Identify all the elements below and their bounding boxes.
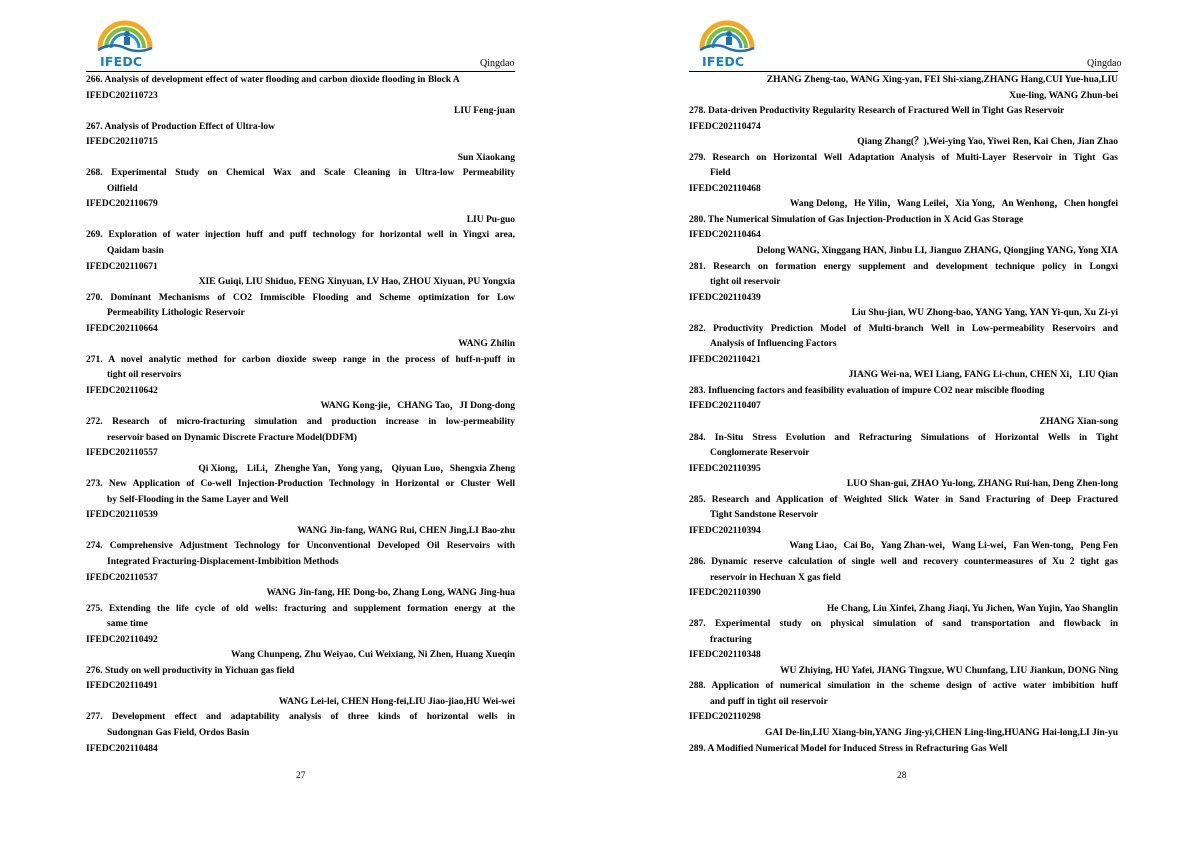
entry-title-continued: tight oil reservoir xyxy=(710,277,781,288)
entry-title: 286. Dynamic reserve calculation of single well and recovery countermeasures of Xu 2 tight gas xyxy=(689,556,1118,567)
entry-title: 267. Analysis of Production Effect of Ultra-low xyxy=(86,121,276,132)
entry-title: 269. Exploration of water injection huff and puff technology for horizontal well in Yingxi area, xyxy=(86,230,515,241)
entry-title-continued: Sudongnan Gas Field, Ordos Basin xyxy=(107,727,250,738)
entry-authors: Xue-ling, WANG Zhun-bei xyxy=(1009,90,1118,101)
entry-id: IFEDC202110723 xyxy=(86,90,158,101)
entry-authors: JIANG Wei-na, WEI Liang, FANG Li-chun, CHEN Xi，LIU Qian xyxy=(848,370,1118,381)
entry-authors: ZHANG Zheng-tao, WANG Xing-yan, FEI Shi-xiang,ZHANG Hang,CUI Yue-hua,LIU xyxy=(766,75,1118,85)
entry-authors: Wang Delong，He Yilin，Wang Leilei，Xia Yong，An Wenhong，Chen hongfei xyxy=(789,199,1118,210)
header-city: Qingdao xyxy=(1087,58,1122,69)
entry-id: IFEDC202110539 xyxy=(86,510,158,521)
entry-title-continued: and puff in tight oil reservoir xyxy=(710,696,828,707)
entry-authors: LIU Feng-juan xyxy=(454,106,515,117)
entry-id: IFEDC202110642 xyxy=(86,385,158,396)
entry-title: 279. Research on Horizontal Well Adaptation Analysis of Multi-Layer Reservoir in Tight Gas xyxy=(689,152,1118,163)
ifedc-logo xyxy=(92,18,158,70)
entry-id: IFEDC202110474 xyxy=(689,121,761,132)
entry-title-continued: Tight Sandstone Reservoir xyxy=(710,510,819,521)
entry-title-continued: by Self-Flooding in the Same Layer and Well xyxy=(107,494,289,505)
entry-title-continued: Qaidam basin xyxy=(107,246,164,257)
entry-title: 283. Influencing factors and feasibility evaluation of impure CO2 near miscible flooding xyxy=(689,385,1045,396)
entry-title-continued: tight oil reservoirs xyxy=(107,370,182,381)
entry-title: 275. Extending the life cycle of old wells: fracturing and supplement formation energy at the xyxy=(86,603,515,614)
entry-authors: GAI De-lin,LIU Xiang-bin,YANG Jing-yi,CHEN Ling-ling,HUANG Hai-long,LI Jin-yu xyxy=(764,727,1118,738)
entry-authors: WANG Kong-jie，CHANG Tao，JI Dong-dong xyxy=(320,401,515,412)
entry-authors: WANG Jin-fang, WANG Rui, CHEN Jing,LI Bao-zhu xyxy=(297,525,515,536)
entry-authors: Qi Xiong， LiLi，Zhenghe Yan，Yong yang， Qiyuan Luo，Shengxia Zheng xyxy=(198,463,515,474)
entry-authors: Wang Chunpeng, Zhu Weiyao, Cui Weixiang, Ni Zhen, Huang Xueqin xyxy=(231,650,515,661)
entry-id: IFEDC202110395 xyxy=(689,463,761,474)
logo-emblem-icon xyxy=(92,18,158,58)
entry-id: IFEDC202110557 xyxy=(86,448,158,459)
entry-authors: Sun Xiaokang xyxy=(457,152,515,163)
entry-title-continued: same time xyxy=(107,619,148,630)
entry-title: 284. In-Situ Stress Evolution and Refracturing Simulations of Horizontal Wells in Tight xyxy=(689,432,1118,443)
entry-title: 274. Comprehensive Adjustment Technology for Unconventional Developed Oil Reservoirs with xyxy=(86,541,515,552)
entry-id: IFEDC202110421 xyxy=(689,354,761,365)
entry-id: IFEDC202110484 xyxy=(86,743,158,754)
entry-title-continued: fracturing xyxy=(710,634,752,645)
logo-text: IFEDC xyxy=(702,54,745,69)
entry-id: IFEDC202110679 xyxy=(86,199,158,210)
entry-authors: WANG Zhilin xyxy=(458,339,515,350)
entry-authors: He Chang, Liu Xinfei, Zhang Jiaqi, Yu Jichen, Wan Yujin, Yao Shanglin xyxy=(826,603,1118,614)
entry-authors: WU Zhiying, HU Yafei, JIANG Tingxue, WU Chunfang, LIU Jiankun, DONG Ning xyxy=(779,665,1118,676)
page-number: 27 xyxy=(296,771,306,781)
entry-id: IFEDC202110468 xyxy=(689,183,761,194)
entry-authors: Wang Liao，Cai Bo，Yang Zhan-wei，Wang Li-wei，Fan Wen-tong，Peng Fen xyxy=(789,541,1118,552)
left-page xyxy=(0,0,595,842)
entry-title: 289. A Modified Numerical Model for Induced Stress in Refracturing Gas Well xyxy=(689,743,1008,754)
entry-title-continued: reservoir in Hechuan X gas field xyxy=(710,572,841,583)
entry-id: IFEDC202110491 xyxy=(86,681,158,692)
logo-text: IFEDC xyxy=(100,54,143,69)
entry-title: 266. Analysis of development effect of water flooding and carbon dioxide flooding in Block A xyxy=(86,75,460,85)
entry-authors: WANG Jin-fang, HE Dong-bo, Zhang Long, WANG Jing-hua xyxy=(266,588,515,599)
logo-emblem-icon xyxy=(694,18,760,58)
entry-title: 271. A novel analytic method for carbon dioxide sweep range in the process of huff-n-puff in xyxy=(86,354,515,365)
entry-id: IFEDC202110439 xyxy=(689,292,761,303)
entry-id: IFEDC202110407 xyxy=(689,401,761,412)
entry-title: 268. Experimental Study on Chemical Wax and Scale Cleaning in Ultra-low Permeability xyxy=(86,168,515,179)
entry-title: 276. Study on well productivity in Yichuan gas field xyxy=(86,665,295,676)
entry-id: IFEDC202110390 xyxy=(689,588,761,599)
page-number: 28 xyxy=(897,771,907,781)
entry-id: IFEDC202110671 xyxy=(86,261,158,272)
entry-title: 281. Research on formation energy supplement and development technique policy in Longxi xyxy=(689,261,1118,272)
entry-authors: LUO Shan-gui, ZHAO Yu-long, ZHANG Rui-han, Deng Zhen-long xyxy=(846,479,1118,490)
entry-title: 287. Experimental study on physical simulation of sand transportation and flowback in xyxy=(689,619,1118,630)
header-rule xyxy=(86,71,515,72)
entry-id: IFEDC202110664 xyxy=(86,323,158,334)
entry-authors: Liu Shu-jian, WU Zhong-bao, YANG Yang, YAN Yi-qun, Xu Zi-yi xyxy=(851,308,1118,319)
right-entries xyxy=(689,73,1118,757)
entry-title: 273. New Application of Co-well Injection-Production Technology in Horizontal or Cluster Well xyxy=(86,479,515,490)
entry-title: 285. Research and Application of Weighted Slick Water in Sand Fracturing of Deep Fractured xyxy=(689,494,1118,505)
entry-authors: ZHANG Xian-song xyxy=(1039,417,1118,428)
entry-authors: Qiang Zhang(？),Wei-ying Yao, Yiwei Ren, Kai Chen, Jian Zhao xyxy=(857,137,1118,148)
entry-id: IFEDC202110492 xyxy=(86,634,158,645)
header-rule xyxy=(689,71,1118,72)
entry-title-continued: Permeability Lithologic Reservoir xyxy=(107,308,245,319)
entry-title-continued: reservoir based on Dynamic Discrete Fracture Model(DDFM) xyxy=(107,432,357,443)
entry-id: IFEDC202110298 xyxy=(689,712,761,723)
entry-id: IFEDC202110537 xyxy=(86,572,158,583)
entry-title-continued: Conglomerate Reservoir xyxy=(710,448,810,459)
header-city: Qingdao xyxy=(480,58,515,69)
entry-title: 282. Productivity Prediction Model of Multi-branch Well in Low-permeability Reservoirs and xyxy=(689,323,1118,334)
entry-title: 280. The Numerical Simulation of Gas Injection-Production in X Acid Gas Storage xyxy=(689,214,1024,225)
entry-title: 288. Application of numerical simulation in the scheme design of active water imbibition huff xyxy=(689,681,1118,692)
entry-title: 278. Data-driven Productivity Regularity Research of Fractured Well in Tight Gas Reservoir xyxy=(689,106,1065,117)
right-page xyxy=(596,0,1191,842)
entry-authors: LIU Pu-guo xyxy=(466,214,515,225)
entry-id: IFEDC202110348 xyxy=(689,650,761,661)
entry-id: IFEDC202110464 xyxy=(689,230,761,241)
entry-id: IFEDC202110715 xyxy=(86,137,158,148)
entry-title: 272. Research of micro-fracturing simulation and production increase in low-permeability xyxy=(86,417,515,428)
entry-title: 270. Dominant Mechanisms of CO2 Immiscible Flooding and Scheme optimization for Low xyxy=(86,292,515,303)
entry-title-continued: Integrated Fracturing-Displacement-Imbibition Methods xyxy=(107,556,339,567)
entry-title: 277. Development effect and adaptability analysis of three kinds of horizontal wells in xyxy=(86,712,515,723)
entry-title-continued: Field xyxy=(710,168,731,179)
entry-title-continued: Oilfield xyxy=(107,183,138,194)
left-entries xyxy=(86,73,515,757)
entry-authors: XIE Guiqi, LIU Shiduo, FENG Xinyuan, LV Hao, ZHOU Xiyuan, PU Yongxia xyxy=(198,277,515,288)
entry-id: IFEDC202110394 xyxy=(689,525,761,536)
ifedc-logo xyxy=(694,18,760,70)
entry-title-continued: Analysis of Influencing Factors xyxy=(710,339,837,350)
entry-authors: WANG Lei-lei, CHEN Hong-fei,LIU Jiao-jiao,HU Wei-wei xyxy=(278,696,515,707)
entry-authors: Delong WANG, Xinggang HAN, Jinbu LI, Jianguo ZHANG, Qiongjing YANG, Yong XIA xyxy=(756,246,1118,257)
